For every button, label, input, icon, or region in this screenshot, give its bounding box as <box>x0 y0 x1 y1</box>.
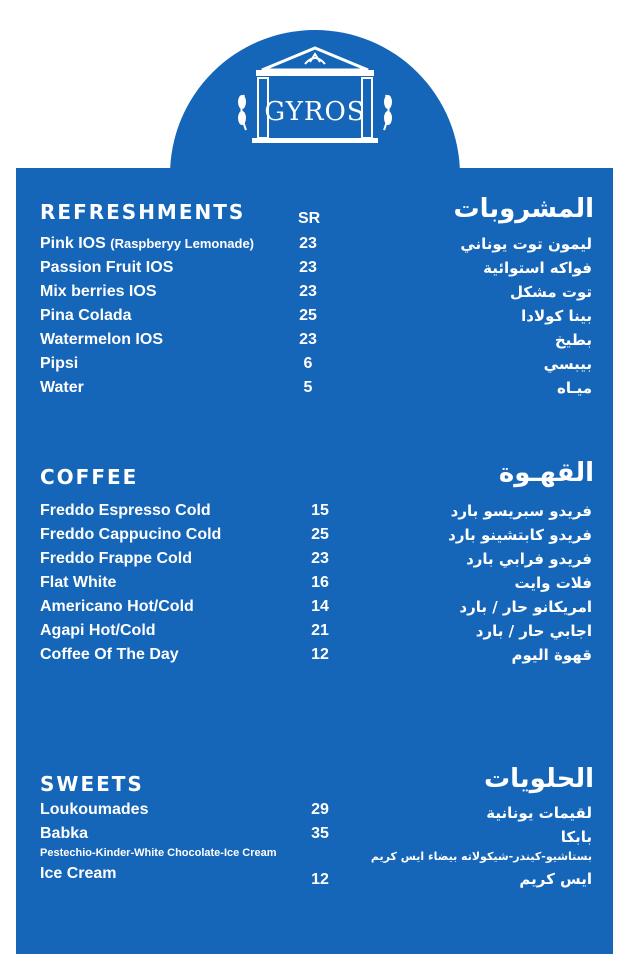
menu-item-price: 23 <box>299 331 317 348</box>
menu-item-price: 15 <box>311 502 329 519</box>
menu-item-ar: بابكا <box>560 828 592 846</box>
menu-item-price: 12 <box>311 646 329 663</box>
menu-item-price: 25 <box>311 526 329 543</box>
sweets-title-ar: الحلويات <box>484 764 594 794</box>
menu-item-ar: فواكه استوائية <box>483 259 592 277</box>
menu-item-name: Mix berries IOS <box>40 283 157 300</box>
menu-item-ar: لقيمات يونانية <box>486 804 592 822</box>
menu-item-name: Coffee Of The Day <box>40 646 179 663</box>
menu-item-name: Pina Colada <box>40 307 132 324</box>
menu-item-price: 23 <box>311 550 329 567</box>
menu-item-price: 35 <box>311 825 329 842</box>
menu-item-name: Watermelon IOS <box>40 331 163 348</box>
menu-item-price: 23 <box>299 283 317 300</box>
babka-flavors-en: Pestechio-Kinder-White Chocolate-Ice Cream <box>40 847 277 859</box>
gyros-logo <box>232 40 398 150</box>
currency-label: SR <box>298 210 321 227</box>
menu-item-ar: ميـاه <box>556 379 592 397</box>
menu-item-name: Loukoumades <box>40 801 149 818</box>
coffee-title-ar: القهـوة <box>498 458 594 488</box>
menu-item-name: Flat White <box>40 574 117 591</box>
menu-item-detail: (Raspberyy Lemonade) <box>110 236 255 251</box>
menu-item-price: 14 <box>311 598 329 615</box>
menu-item-ar: ليمون توت يوناني <box>460 235 592 253</box>
menu-item-name: Babka <box>40 825 89 842</box>
menu-item-price: 25 <box>299 307 317 324</box>
menu-item-name: Water <box>40 379 84 396</box>
babka-flavors-ar: بستاشيو-كيندر-شيكولاته بيضاء ايس كريم <box>370 850 592 863</box>
brand-text: GYROS <box>264 97 366 127</box>
menu-item-ar: فلات وايت <box>514 574 592 592</box>
menu-item-ar: ايس كريم <box>519 870 592 888</box>
menu-item-name: Freddo Frappe Cold <box>40 550 192 567</box>
menu-item-price: 16 <box>311 574 329 591</box>
refreshments-title-ar: المشروبات <box>453 194 594 224</box>
menu-item-price: 21 <box>311 622 329 639</box>
menu-item-name: Pipsi <box>40 355 79 372</box>
menu-item-ar: توت مشكل <box>510 283 592 301</box>
menu-item-name: Americano Hot/Cold <box>40 598 194 615</box>
menu-item-name: Ice Cream <box>40 865 117 882</box>
menu-item-name: Agapi Hot/Cold <box>40 622 156 639</box>
sweets-title-en: SWEETS <box>40 772 144 796</box>
coffee-title-en: COFFEE <box>40 465 139 489</box>
menu-item-name: Freddo Cappucino Cold <box>40 526 222 543</box>
menu-item-ar: قهوة اليوم <box>511 646 592 664</box>
menu-item-ar: بيبسي <box>543 355 592 373</box>
menu-item-ar: بينا كولادا <box>521 307 592 325</box>
menu-item-name: Freddo Espresso Cold <box>40 502 211 519</box>
menu-item-ar: امريكانو حار / بارد <box>459 598 592 616</box>
menu-item-price: 23 <box>299 259 317 276</box>
menu-item-ar: فريدو فرابي بارد <box>466 550 592 568</box>
menu-item-ar: فريدو سبريسو بارد <box>450 502 592 520</box>
menu-item-price: 6 <box>303 355 313 372</box>
refreshments-title-en: REFRESHMENTS <box>40 200 246 224</box>
menu-item-name: Passion Fruit IOS <box>40 259 174 276</box>
menu-item-price: 5 <box>303 379 313 396</box>
menu-item-price: 12 <box>311 871 329 888</box>
menu-item-ar: فريدو كابتشينو بارد <box>448 526 592 544</box>
menu-item-ar: بطيخ <box>554 331 592 349</box>
menu-item-price: 29 <box>311 801 329 818</box>
menu-item-name: Pink IOS (Raspberyy Lemonade) <box>40 235 255 252</box>
menu-item-price: 23 <box>299 235 317 252</box>
menu-item-ar: اجابي حار / بارد <box>475 622 592 640</box>
